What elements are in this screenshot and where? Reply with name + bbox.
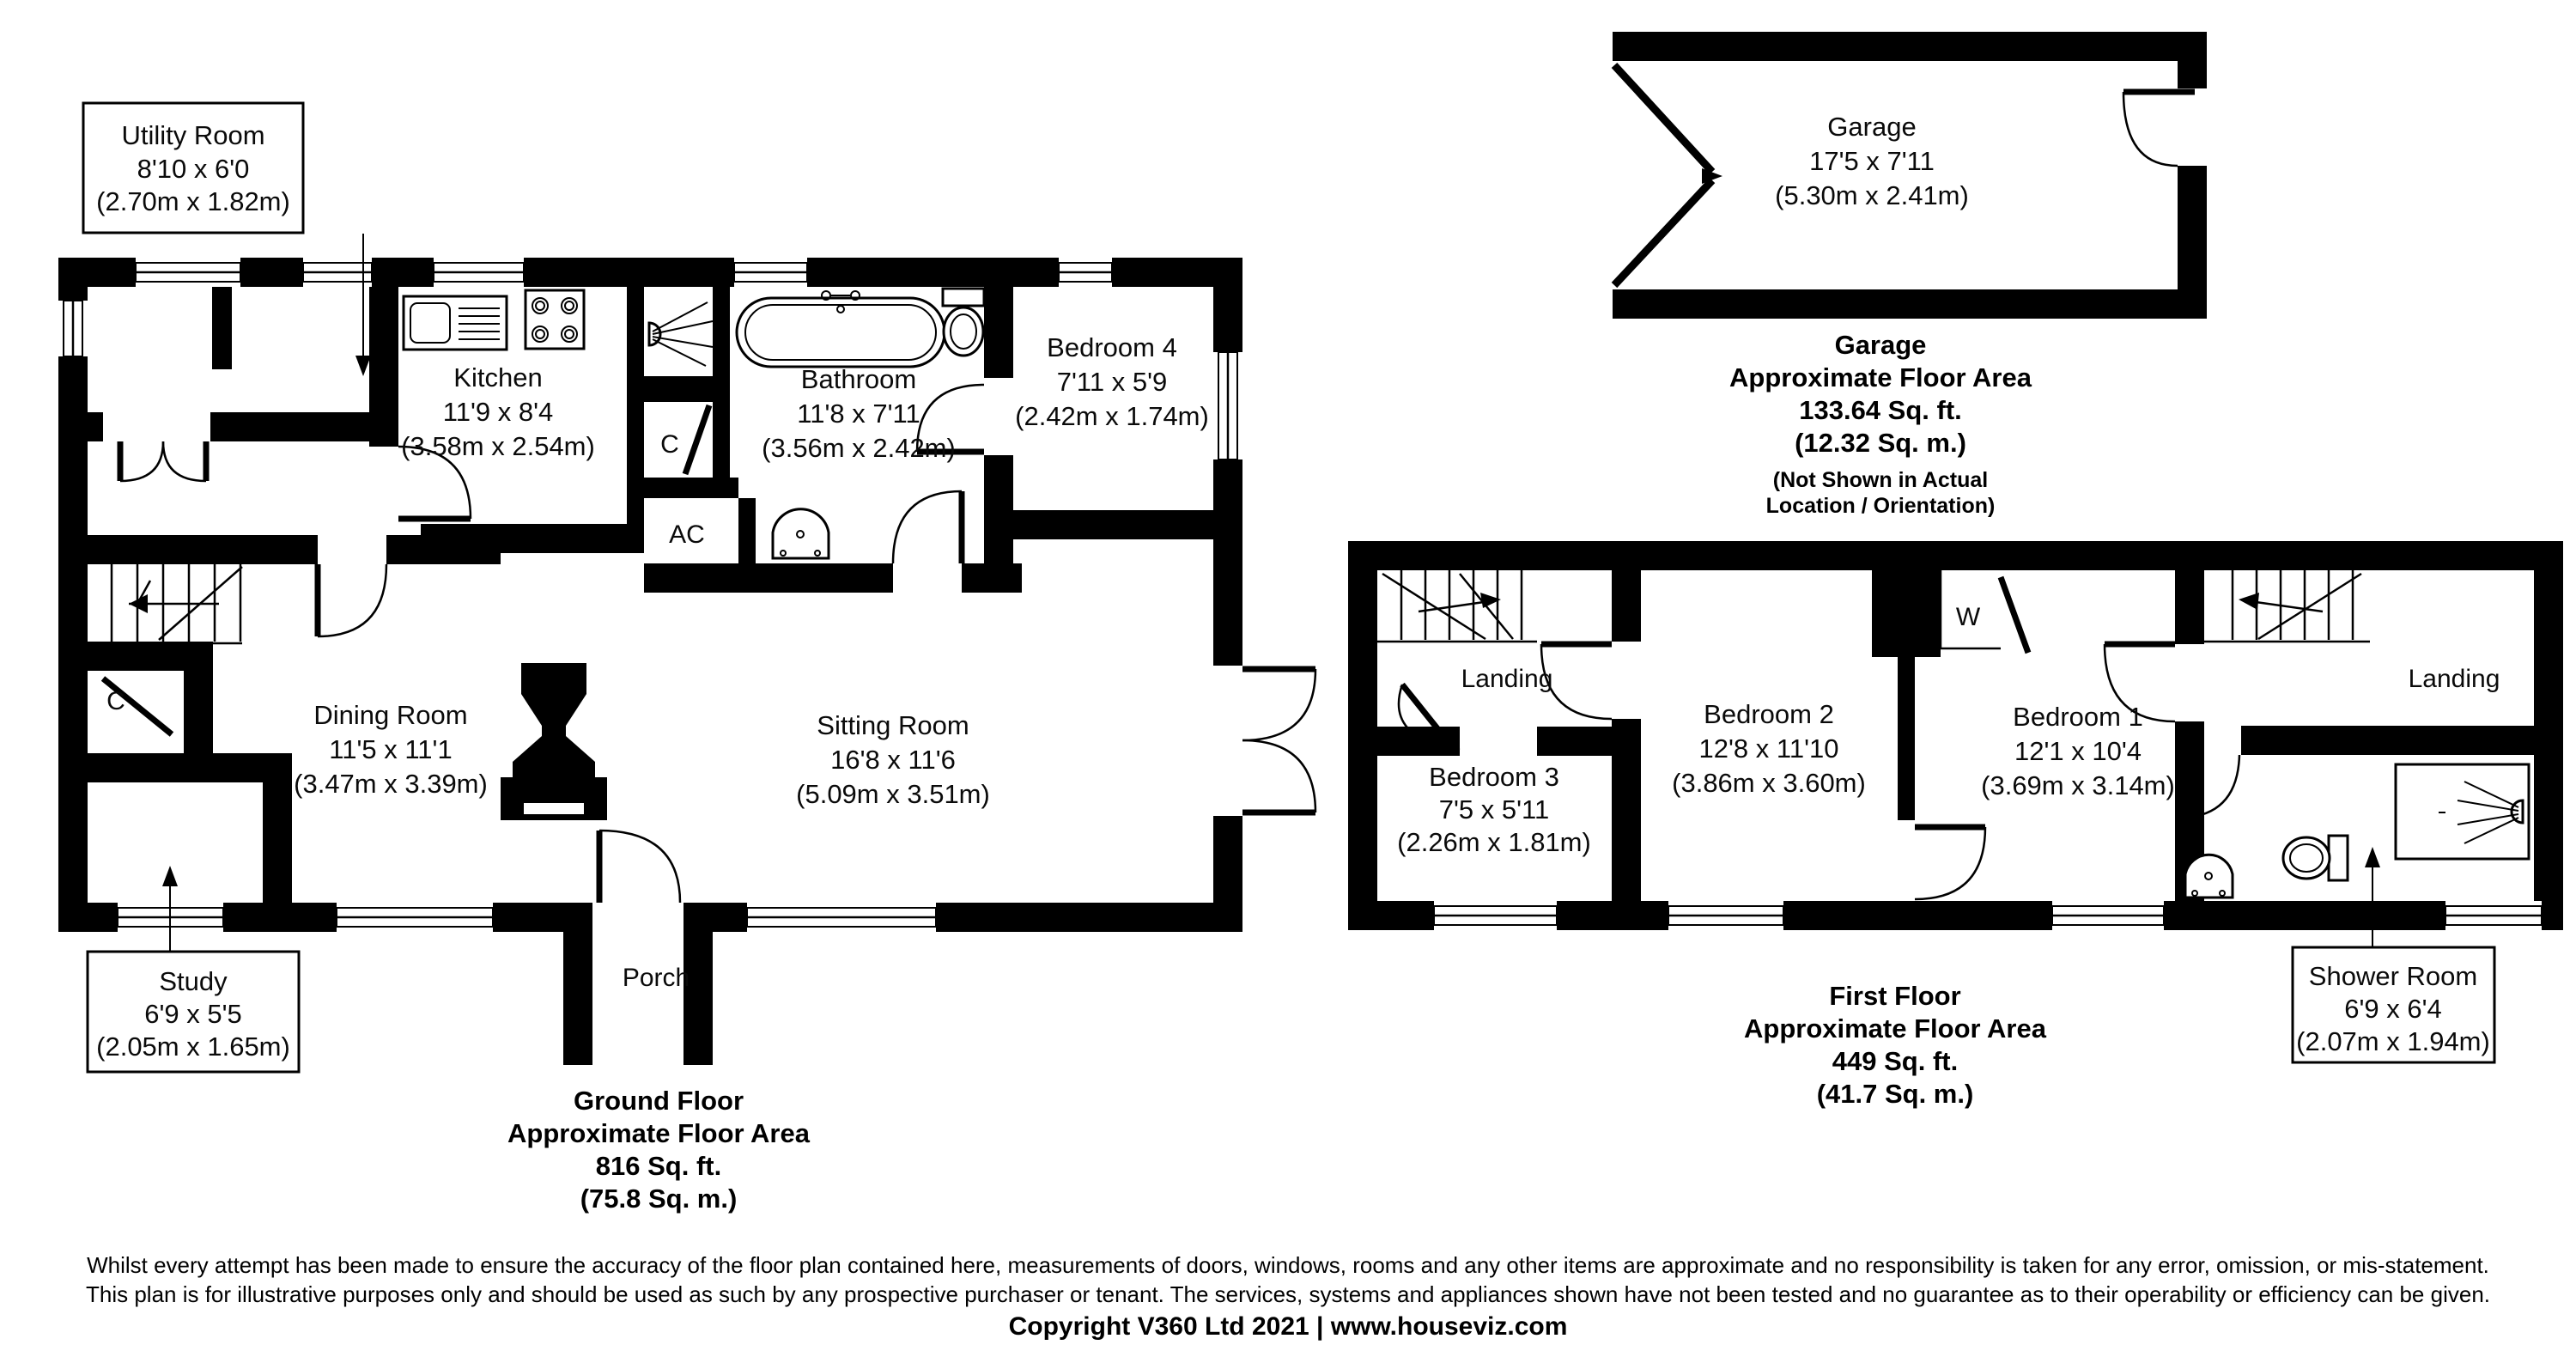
kitchen-right-wall — [627, 287, 644, 553]
room-size: 11'8 x 7'11 — [797, 399, 920, 429]
window — [1059, 258, 1112, 287]
utility-partition-stub — [212, 287, 232, 369]
area-line: (75.8 Sq. m.) — [580, 1184, 738, 1214]
callout-size: 6'9 x 6'4 — [2344, 994, 2442, 1024]
room-size-metric: (3.47m x 3.39m) — [294, 769, 488, 799]
footer — [86, 1252, 2490, 1341]
study-top-wall — [88, 753, 292, 782]
window — [303, 258, 372, 287]
room-label-garage: Garage — [1827, 112, 1917, 142]
room-label-bedroom1: Bedroom 1 — [2013, 702, 2143, 732]
area-note: (Not Shown in Actual — [1772, 468, 1989, 492]
bedroom1-right-wall-a — [2175, 570, 2204, 644]
bathroom-bottom-wall-a — [644, 563, 893, 593]
area-line: Approximate Floor Area — [507, 1118, 810, 1148]
bath-icon — [737, 291, 945, 367]
room-size: 7'5 x 5'11 — [1438, 794, 1550, 825]
callout-size-metric: (2.70m x 1.82m) — [96, 186, 290, 216]
room-size: 11'9 x 8'4 — [442, 397, 554, 427]
french-doors — [1213, 666, 1315, 816]
disclaimer-line1: Whilst every attempt has been made to ensure the accuracy of the floor plan contained here, measurements of doors, windows, rooms and any other items are approximate and no responsibility is taken for any error, omission, or mis-statement. — [87, 1252, 2489, 1278]
callout-title: Study — [159, 966, 228, 996]
window — [2052, 901, 2164, 930]
ac-right-wall — [738, 498, 756, 563]
utility-kitchen-wall — [369, 287, 398, 447]
callout-size: 8'10 x 6'0 — [137, 154, 250, 184]
area-note: Location / Orientation) — [1765, 494, 1996, 518]
room-size: 16'8 x 11'6 — [830, 745, 956, 775]
hob-icon — [526, 290, 584, 349]
garage-plan — [1613, 32, 2207, 518]
utility-bottom-wall-a — [58, 412, 103, 441]
room-label-kitchen: Kitchen — [453, 362, 543, 392]
window — [1668, 901, 1783, 930]
area-line: Garage — [1834, 330, 1927, 360]
window — [136, 258, 240, 287]
window — [337, 903, 493, 932]
toilet-icon — [943, 289, 984, 356]
room-label-bedroom2: Bedroom 2 — [1704, 699, 1834, 729]
callout-size-metric: (2.07m x 1.94m) — [2296, 1026, 2490, 1056]
callout-title: Shower Room — [2308, 961, 2478, 991]
window — [434, 258, 524, 287]
bedroom4-bottom-wall — [984, 510, 1242, 539]
ground-floor-plan — [58, 103, 1315, 1214]
area-line: 133.64 Sq. ft. — [1799, 395, 1962, 425]
first-floor-plan — [1348, 541, 2563, 1109]
label-closet: C — [106, 687, 125, 715]
utility-bottom-wall-b — [210, 412, 369, 441]
room-size: 11'5 x 11'1 — [329, 734, 453, 764]
garage-area-text — [1729, 330, 2032, 518]
ac-top-wall — [644, 478, 738, 498]
gf-area-text — [507, 1086, 811, 1214]
closet-right-wall — [184, 671, 213, 753]
room-label-bedroom3: Bedroom 3 — [1429, 762, 1559, 792]
bedroom4-left-wall-a — [984, 287, 1013, 378]
room-size-metric: (2.26m x 1.81m) — [1397, 827, 1591, 857]
window — [2445, 901, 2542, 930]
shower-room-top-wall — [2241, 726, 2534, 755]
toilet-icon — [2283, 836, 2348, 880]
hall-bottom-wall-a — [58, 535, 318, 564]
label-closet-core: C — [660, 430, 679, 459]
room-label-bedroom4: Bedroom 4 — [1047, 332, 1177, 362]
room-size-metric: (3.86m x 3.60m) — [1672, 768, 1866, 798]
label-airing-cupboard: AC — [669, 520, 705, 549]
bathroom-left-wall — [713, 287, 730, 496]
room-size: 17'5 x 7'11 — [1809, 146, 1935, 176]
wardrobe-pier — [1872, 570, 1941, 657]
room-size: 12'1 x 10'4 — [2014, 736, 2142, 766]
area-line: 449 Sq. ft. — [1832, 1046, 1959, 1076]
room-size-metric: (3.56m x 2.42m) — [762, 433, 956, 463]
window — [1213, 352, 1242, 459]
room-size-metric: (2.42m x 1.74m) — [1015, 401, 1209, 431]
basin-icon — [2185, 855, 2233, 898]
label-porch: Porch — [622, 964, 690, 992]
room-size-metric: (5.30m x 2.41m) — [1775, 180, 1969, 210]
callout-size: 6'9 x 5'5 — [144, 999, 242, 1029]
label-landing-left: Landing — [1461, 665, 1553, 693]
study-right-wall — [263, 782, 292, 903]
area-line: Ground Floor — [573, 1086, 744, 1116]
bedroom4-left-wall-b — [984, 455, 1013, 563]
hall-bottom-wall-b — [386, 535, 501, 564]
basin-icon — [773, 509, 829, 558]
area-line: (41.7 Sq. m.) — [1816, 1079, 1974, 1109]
room-size-metric: (3.58m x 2.54m) — [401, 431, 595, 461]
shower-tray — [2396, 764, 2529, 859]
window — [58, 301, 88, 356]
window — [747, 903, 936, 932]
closet-top-wall — [88, 642, 213, 671]
area-line: Approximate Floor Area — [1729, 362, 2032, 392]
room-size: 12'8 x 11'10 — [1698, 733, 1839, 764]
area-line: First Floor — [1829, 981, 1961, 1011]
area-line: 816 Sq. ft. — [595, 1151, 722, 1181]
callout-size-metric: (2.05m x 1.65m) — [96, 1031, 290, 1062]
area-line: Approximate Floor Area — [1744, 1013, 2046, 1044]
landing-right-wall-b — [1612, 719, 1641, 902]
callout-title: Utility Room — [121, 120, 265, 150]
window — [734, 258, 807, 287]
room-label-bathroom: Bathroom — [800, 364, 917, 394]
label-wardrobe: W — [1955, 603, 1981, 631]
porch-wall-left — [563, 932, 592, 1065]
room-size-metric: (3.69m x 3.14m) — [1981, 770, 2175, 800]
disclaimer-line2: This plan is for illustrative purposes only and should be used as such by any prospective purchaser or tenant. The services, systems and appliances shown have not been tested and no guarantee as to their operability or efficiency can be given. — [85, 1281, 2491, 1307]
area-line: (12.32 Sq. m.) — [1795, 428, 1966, 458]
room-size-metric: (5.09m x 3.51m) — [796, 779, 990, 809]
copyright-line: Copyright V360 Ltd 2021 | www.houseviz.com — [1008, 1312, 1568, 1341]
kitchen-sink-icon — [404, 296, 507, 350]
shower-cubicle-bottom-wall — [644, 376, 713, 402]
landing-right-wall-a — [1612, 570, 1641, 642]
room-label-sitting: Sitting Room — [817, 710, 969, 740]
ff-area-text — [1744, 981, 2047, 1109]
porch-wall-right — [683, 932, 713, 1065]
bedroom3-top-wall-b — [1537, 727, 1612, 756]
label-landing-right: Landing — [2408, 665, 2500, 693]
bathroom-bottom-wall-b — [962, 563, 1022, 593]
room-size: 7'11 x 5'9 — [1056, 367, 1168, 397]
window — [1434, 901, 1557, 930]
bed1-bed2-divider — [1898, 657, 1915, 820]
room-label-dining: Dining Room — [313, 700, 468, 730]
